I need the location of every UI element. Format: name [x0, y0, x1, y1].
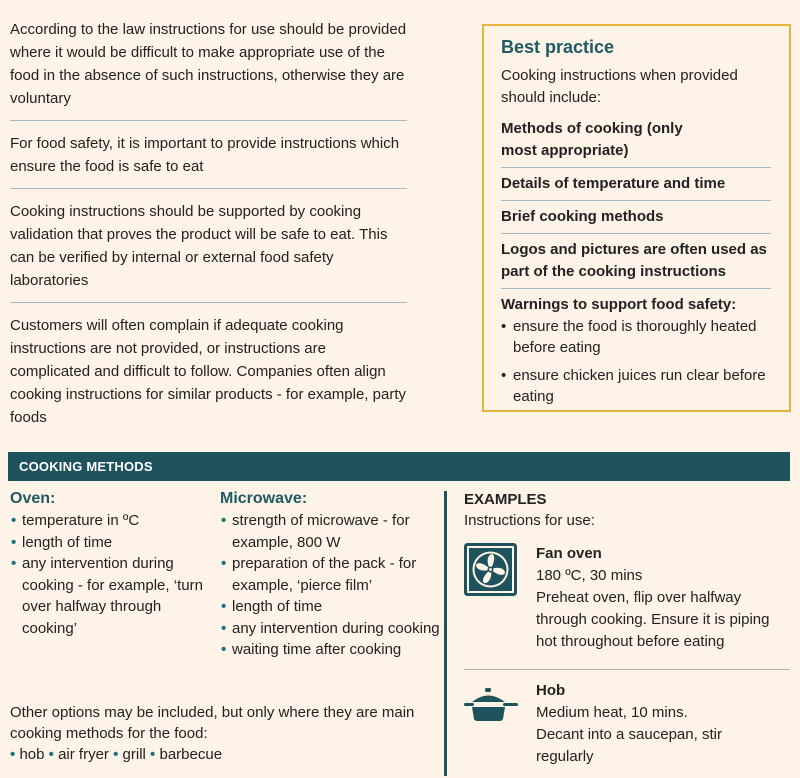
list-item: • any intervention during cooking	[220, 618, 440, 640]
list-item: • length of time	[220, 596, 440, 618]
fan-oven-setting: 180 ºC, 30 mins	[536, 567, 643, 584]
divider	[10, 302, 407, 303]
option-barbecue: barbecue	[159, 746, 223, 763]
oven-column	[10, 489, 215, 639]
oven-list	[10, 510, 215, 639]
divider	[501, 200, 771, 201]
examples-header	[464, 490, 794, 531]
microwave-title: Microwave:	[220, 490, 308, 507]
hob-instruction	[536, 680, 791, 768]
bp-item-warnings: Warnings to support food safety:	[501, 296, 737, 313]
microwave-column	[220, 489, 440, 661]
oven-title: Oven:	[10, 490, 56, 507]
food-safety-paragraph: For food safety, it is important to provide instructions which ensure the food is safe to eat	[10, 135, 400, 175]
saucepan-icon	[463, 687, 519, 723]
cooking-methods-bar: COOKING METHODS	[8, 452, 790, 481]
fan-oven-text: Preheat oven, flip over halfway through cooking. Ensure it is piping hot throughout before eating	[536, 589, 770, 650]
bp-item-brief: Brief cooking methods	[501, 208, 664, 225]
other-options-text: Other options may be included, but only where they are main cooking methods for the food:	[10, 704, 415, 742]
option-air-fryer: air fryer	[58, 746, 109, 763]
list-item: • strength of microwave - for example, 800 W	[220, 510, 440, 553]
warnings-list	[501, 316, 771, 407]
bp-item-logos: Logos and pictures are often used as part of the cooking instructions	[501, 241, 767, 280]
list-item: • waiting time after cooking	[220, 639, 440, 661]
list-item: • length of time	[10, 532, 215, 554]
divider	[501, 233, 771, 234]
bp-item-temperature: Details of temperature and time	[501, 175, 726, 192]
bullet: •	[150, 746, 156, 763]
examples-subtitle: Instructions for use:	[464, 512, 595, 529]
best-practice-box	[482, 24, 791, 412]
law-paragraph: According to the law instructions for use should be provided where it would be difficult to make appropriate use of the food in the absence of such instructions, otherwise they are voluntary	[10, 21, 407, 107]
best-practice-title: Best practice	[501, 37, 615, 57]
bullet: •	[48, 746, 54, 763]
divider	[10, 188, 407, 189]
vertical-divider	[444, 491, 447, 776]
other-options-list	[10, 744, 430, 765]
warning-item: • ensure the food is thoroughly heated before eating	[501, 316, 771, 358]
best-practice-intro: Cooking instructions when provided should include:	[501, 67, 738, 106]
microwave-list	[220, 510, 440, 661]
hob-text: Decant into a saucepan, stir regularly	[536, 726, 722, 765]
bullet: •	[10, 746, 16, 763]
divider	[501, 167, 771, 168]
list-item: • preparation of the pack - for example, ‘pierce film’	[220, 553, 440, 596]
other-options	[10, 702, 430, 765]
bullet: •	[113, 746, 119, 763]
bp-item-methods: Methods of cooking (only most appropriate)	[501, 120, 683, 159]
intro-paragraphs	[10, 18, 407, 429]
divider	[501, 288, 771, 289]
divider	[464, 669, 790, 670]
list-item: • any intervention during cooking - for example, ‘turn over halfway through cooking’	[10, 553, 215, 639]
list-item: • temperature in ºC	[10, 510, 215, 532]
option-grill: grill	[122, 746, 146, 763]
complaints-paragraph: Customers will often complain if adequate cooking instructions are not provided, or instructions are complicated and difficult to follow. Companies often align cooking instructions for similar products - for example, party foods	[10, 317, 406, 426]
warning-item: • ensure chicken juices run clear before eating	[501, 365, 771, 407]
fan-oven-instruction	[536, 543, 791, 653]
fan-oven-icon	[464, 543, 517, 596]
validation-paragraph: Cooking instructions should be supported by cooking validation that proves the product will be safe to eat. This can be verified by internal or external food safety laboratories	[10, 203, 388, 289]
hob-name: Hob	[536, 682, 566, 699]
divider	[10, 120, 407, 121]
hob-setting: Medium heat, 10 mins.	[536, 704, 688, 721]
examples-title: EXAMPLES	[464, 491, 547, 508]
fan-oven-name: Fan oven	[536, 545, 602, 562]
option-hob: hob	[19, 746, 45, 763]
